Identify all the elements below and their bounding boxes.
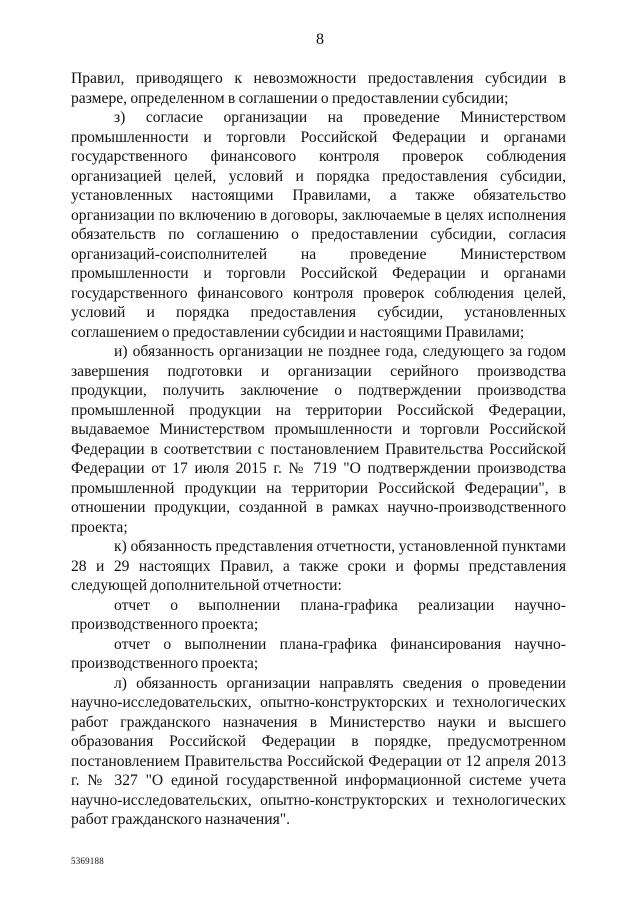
paragraph-report-financing: отчет о выполнении плана-графика финансирования научно-производственного проекта; (71, 635, 566, 672)
document-body (71, 69, 566, 830)
paragraph-continuation: Правил, приводящего к невозможности предоставления субсидии в размере, определенном в соглашении о предоставлении субсидии; (71, 70, 566, 107)
paragraph-item-l: л) обязанность организации направлять сведения о проведении научно-исследовательских, опытно-конструкторских и технологических работ гражданского назначения в Министерство науки и высшего образования Российской Федерации в порядке, предусмотренном постановлением Правительства Российской Федерации от 12 апреля 2013 г. № 327 "О единой государственной информационной системе учета научно-исследовательских, опытно-конструкторских и технологических работ гражданского назначения". (71, 674, 566, 828)
page-number: 8 (316, 31, 324, 48)
document-code: 5369188 (71, 856, 104, 866)
paragraph-item-i: и) обязанность организации не позднее года, следующего за годом завершения подготовки и организации серийного производства продукции, получить заключение о подтверждении производства промышленной продукции на территории Российской Федерации, выдаваемое Министерством промышленности и торговли Российской Федерации в соответствии с постановлением Правительства Российской Федерации от 17 июля 2015 г. № 719 "О подтверждении производства промышленной продукции на территории Российской Федерации", в отношении продукции, созданной в рамках научно-производственного проекта; (71, 343, 566, 536)
paragraph-item-z: з) согласие организации на проведение Министерством промышленности и торговли Российской Федерации и органами государственного финансового контроля проверок соблюдения организацией целей, условий и порядка предоставления субсидии, установленных настоящими Правилами, а также обязательство организации по включению в договоры, заключаемые в целях исполнения обязательств по соглашению о предоставлении субсидии, согласия организаций-соисполнителей на проведение Министерством промышленности и торговли Российской Федерации и органами государственного финансового контроля проверок соблюдения целей, условий и порядка предоставления субсидии, установленных соглашением о предоставлении субсидии и настоящими Правилами; (71, 109, 566, 341)
paragraph-report-schedule: отчет о выполнении плана-графика реализации научно-производственного проекта; (71, 596, 566, 633)
paragraph-item-k: к) обязанность представления отчетности, установленной пунктами 28 и 29 настоящих Правил, а также сроки и формы представления следующей дополнительной отчетности: (71, 538, 566, 594)
